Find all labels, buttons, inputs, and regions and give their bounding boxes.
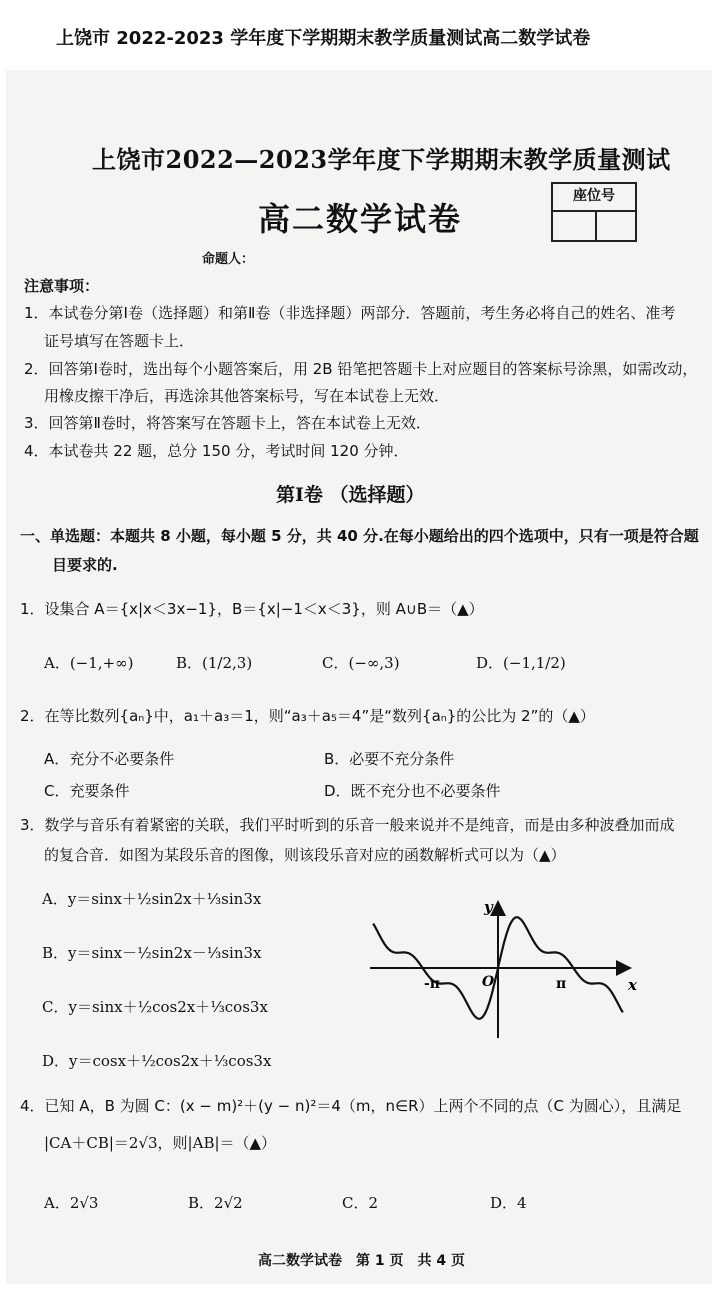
- q2-option-b: B．必要不充分条件: [324, 750, 455, 768]
- question-4-line: |CA＋CB|＝2√3，则|AB|＝（▲）: [44, 1134, 277, 1152]
- exam-page: [6, 70, 712, 1284]
- exam-title: 上饶市2022—2023学年度下学期期末教学质量测试: [92, 145, 671, 174]
- part-instruction: 目要求的.: [52, 556, 118, 574]
- notice-line: 4．本试卷共 22 题，总分 150 分，考试时间 120 分钟．: [24, 442, 409, 460]
- x-axis-label: x: [628, 976, 637, 994]
- q3-option-a: A．y＝sinx＋½sin2x＋⅓sin3x: [42, 890, 262, 908]
- notice-title: 注意事项：: [24, 277, 100, 295]
- q1-option-d: D．(−1,1/2): [476, 654, 566, 672]
- q4-option-a: A．2√3: [44, 1194, 99, 1212]
- q4-option-b: B．2√2: [188, 1194, 243, 1212]
- q3-option-b: B．y＝sinx－½sin2x－⅓sin3x: [42, 944, 262, 962]
- page-footer: 高二数学试卷 第 1 页 共 4 页: [258, 1253, 465, 1269]
- question-2-stem: 2．在等比数列{aₙ}中，a₁＋a₃＝1，则“a₃＋a₅＝4”是“数列{aₙ}的公比为 2”的（▲）: [20, 707, 595, 725]
- part-instruction: 一、单选题：本题共 8 小题，每小题 5 分，共 40 分.在每小题给出的四个选项中，只有一项是符合题: [20, 527, 699, 545]
- q4-option-c: C．2: [342, 1194, 379, 1212]
- seat-cell-divider: [595, 210, 597, 240]
- pi-label: π: [556, 976, 567, 992]
- q3-option-c: C．y＝sinx＋½cos2x＋⅓cos3x: [42, 998, 268, 1016]
- q4-option-d: D．4: [490, 1194, 527, 1212]
- notice-line: 2．回答第Ⅰ卷时，选出每个小题答案后，用 2B 铅笔把答题卡上对应题目的答案标号涂黑，如需改动，: [24, 360, 698, 378]
- q1-option-b: B．(1/2,3): [176, 654, 253, 672]
- section-title: 第Ⅰ卷 （选择题）: [276, 484, 425, 506]
- y-axis-label: y: [484, 898, 493, 916]
- setter-label: 命题人：: [202, 252, 255, 267]
- neg-pi-label: -π: [424, 976, 441, 992]
- exam-subtitle: 高二数学试卷: [258, 200, 463, 238]
- notice-line: 证号填写在答题卡上．: [44, 332, 195, 350]
- question-4-line: 4．已知 A，B 为圆 C：(x − m)²＋(y − n)²＝4（m，n∈R）上两个不同的点（C 为圆心），且满足: [20, 1097, 682, 1115]
- q1-option-a: A．(−1,+∞): [44, 654, 134, 672]
- seat-number-box: [551, 182, 637, 242]
- question-1-stem: 1．设集合 A＝{x|x＜3x−1}，B＝{x|−1＜x＜3}，则 A∪B＝（▲）: [20, 600, 484, 618]
- q3-option-d: D．y＝cosx＋½cos2x＋⅓cos3x: [42, 1052, 272, 1070]
- origin-label: O: [482, 974, 495, 990]
- seat-number-label: 座位号: [553, 184, 635, 212]
- page-header: 上饶市 2022-2023 学年度下学期期末教学质量测试高二数学试卷: [0, 0, 717, 68]
- q1-option-c: C．(−∞,3): [322, 654, 400, 672]
- notice-line: 用橡皮擦干净后，再选涂其他答案标号，写在本试卷上无效．: [44, 387, 450, 405]
- q2-option-c: C．充要条件: [44, 782, 130, 800]
- question-3-line: 的复合音．如图为某段乐音的图像，则该段乐音对应的函数解析式可以为（▲）: [44, 846, 566, 864]
- waveform-graph: [366, 896, 641, 1041]
- notice-line: 3．回答第Ⅱ卷时，将答案写在答题卡上，答在本试卷上无效．: [24, 414, 431, 432]
- question-3-line: 3．数学与音乐有着紧密的关联，我们平时听到的乐音一般来说并不是纯音，而是由多种波叠加而成: [20, 816, 675, 834]
- q2-option-d: D．既不充分也不必要条件: [324, 782, 501, 800]
- q2-option-a: A．充分不必要条件: [44, 750, 175, 768]
- notice-line: 1．本试卷分第Ⅰ卷（选择题）和第Ⅱ卷（非选择题）两部分．答题前，考生务必将自己的姓名、准考: [24, 304, 676, 322]
